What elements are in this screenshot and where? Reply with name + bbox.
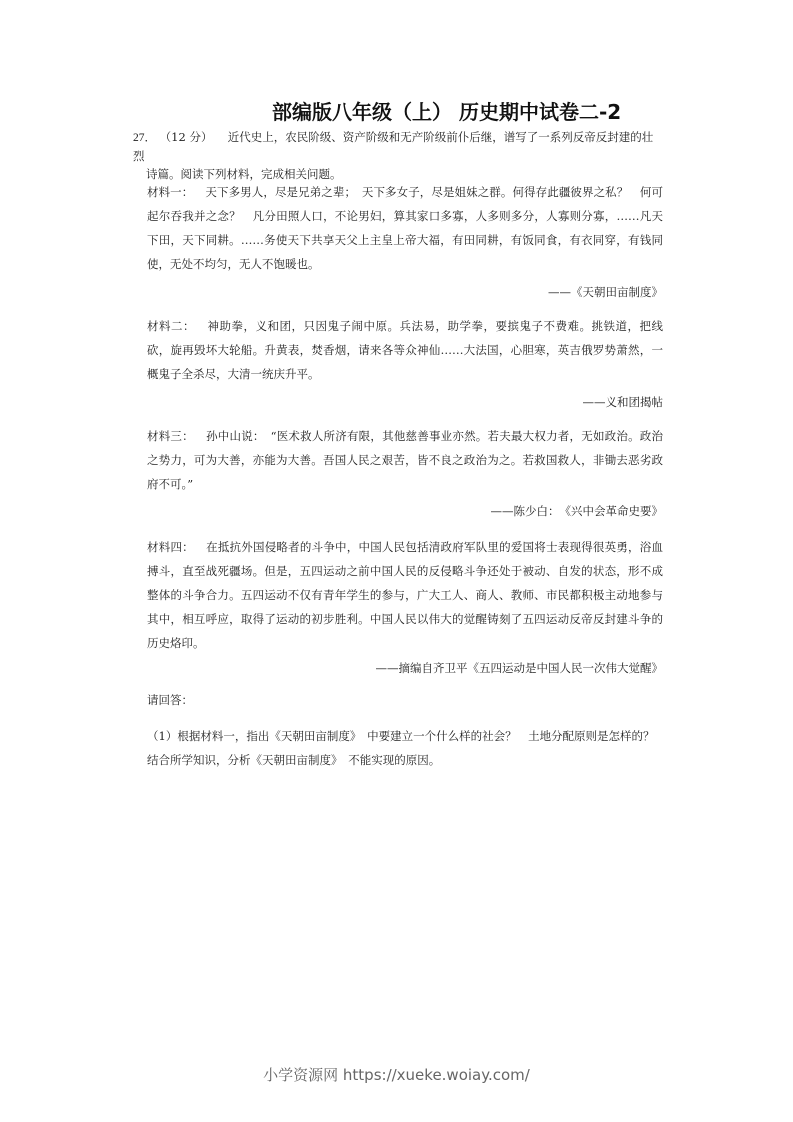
document-title: 部编版八年级（上） 历史期中试卷二-2 xyxy=(272,100,622,124)
material-1-source: ——《天朝田亩制度》 xyxy=(548,285,663,299)
material-3 xyxy=(147,424,663,496)
material-1 xyxy=(147,180,663,276)
question-score: （12 分） xyxy=(159,130,213,144)
sub-question-1-line1: （1）根据材料一，指出《天朝田亩制度》 中要建立一个什么样的社会？ 土地分配原则是怎样的？ xyxy=(147,729,655,743)
material-text: 天下多男人，尽是兄弟之辈； 天下多女子，尽是姐妹之群。何得存此疆彼界之私？ 何可起尔吞我并之念？ 凡分田照人口，不论男妇，算其家口多寡，人多则多分，人寡则分寡，……凡天下田，天下同耕。……务使天下共享天父上主皇上帝大福，有田同耕，有饭同食，有衣同穿，有钱同使，无处不均匀，无人不饱暖也。 xyxy=(147,185,663,271)
question-number: 27． xyxy=(133,132,156,144)
material-label: 材料四： xyxy=(147,540,194,554)
material-3-source: ——陈少白： 《兴中会革命史要》 xyxy=(490,504,663,518)
material-text: 神助拳，义和团，只因鬼子闹中原。兵法易，助学拳，要摈鬼子不费难。挑铁道，把线砍，旋再毁坏大轮船。升黄表，焚香烟，请来各等众神仙……大法国，心胆寒，英吉俄罗势萧然，一概鬼子全杀尽，大清一统庆升平。 xyxy=(147,319,663,381)
material-2-source: ——义和团揭帖 xyxy=(582,395,663,409)
material-text: 在抵抗外国侵略者的斗争中，中国人民包括清政府军队里的爱国将士表现得很英勇，浴血搏斗，直至战死疆场。但是，五四运动之前中国人民的反侵略斗争还处于被动、自发的状态，形不成整体的斗争合力。五四运动不仅有青年学生的参与，广大工人、商人、教师、市民都积极主动地参与其中，相互呼应，取得了运动的初步胜利。中国人民以伟大的觉醒铸刻了五四运动反帝反封建斗争的历史烙印。 xyxy=(147,540,664,650)
material-label: 材料二： xyxy=(147,319,195,333)
sub-question-1-line2: 结合所学知识，分析《天朝田亩制度》 不能实现的原因。 xyxy=(147,753,441,767)
answer-prompt: 请回答： xyxy=(147,693,193,707)
material-4-source: ——摘编自齐卫平《五四运动是中国人民一次伟大觉醒》 xyxy=(375,661,663,675)
sub-question-1 xyxy=(147,724,663,772)
material-label: 材料一： xyxy=(147,185,194,199)
material-4 xyxy=(147,535,663,655)
material-text: 孙中山说： “医术救人所济有限，其他慈善事业亦然。若夫最大权力者，无如政治。政治之势力，可为大善，亦能为大善。吾国人民之艰苦，皆不良之政治为之。若救国救人，非锄去恶劣政府不可。” xyxy=(147,429,664,491)
question-intro xyxy=(133,128,663,183)
material-label: 材料三： xyxy=(147,429,194,443)
question-intro-line2: 诗篇。阅读下列材料，完成相关问题。 xyxy=(146,167,342,181)
material-2 xyxy=(147,314,663,386)
question-intro-line1: 近代史上，农民阶级、资产阶级和无产阶级前仆后继，谱写了一系列反帝反封建的壮烈 xyxy=(133,130,654,163)
footer-watermark: 小学资源网 https://xueke.woiay.com/ xyxy=(263,1066,530,1084)
